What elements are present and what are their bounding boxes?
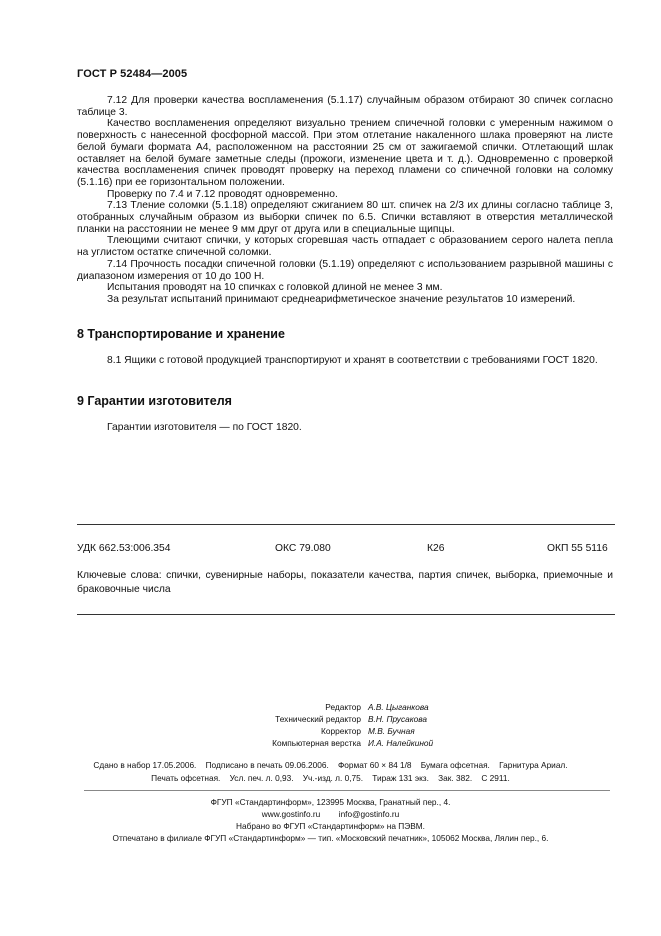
publisher-address: ФГУП «Стандартинформ», 123995 Москва, Гранатный пер., 4. — [210, 797, 451, 807]
document-header: ГОСТ Р 52484—2005 — [77, 68, 188, 80]
credit-corrector-role: Корректор — [321, 726, 361, 736]
oks-code: ОКС 79.080 — [275, 543, 331, 554]
divider-top — [77, 524, 615, 525]
publisher-contacts: www.gostinfo.ru info@gostinfo.ru — [261, 809, 400, 819]
udk-code: УДК 662.53:006.354 — [77, 543, 171, 554]
typesetting-note: Набрано во ФГУП «Стандартинформ» на ПЭВМ. — [236, 821, 425, 831]
credit-tech-editor-role: Технический редактор — [275, 714, 361, 724]
credit-layout-name: И.А. Налейкиной — [368, 738, 434, 748]
credit-editor-role: Редактор — [325, 702, 361, 712]
paragraph-smoldering: Тлеющими считают спички, у которых сгоревшая часть отпадает с образованием серого налета пепла на углистом остатке спичечной соломки. — [77, 235, 613, 259]
credit-corrector-name: М.В. Бучная — [368, 726, 415, 736]
paragraph-9-1: Гарантии изготовителя — по ГОСТ 1820. — [107, 422, 302, 433]
credit-layout-role: Компьютерная верстка — [272, 738, 361, 748]
paragraph-7-13: 7.13 Тление соломки (5.1.18) определяют сжиганием 80 шт. спичек на 2/3 их длины согласно таблице 3, отобранных случайным образом из выборки спичек по 6.5. Спички вставляют в отверстия металлической планки на расстоянии не менее 9 мм друг от друга или в специальные щипцы. — [77, 200, 613, 235]
section-7-text — [77, 95, 613, 306]
section-9-title: 9 Гарантии изготовителя — [77, 394, 232, 408]
paragraph-7-12: 7.12 Для проверки качества воспламенения (5.1.17) случайным образом отбирают 30 спичек согласно таблице 3. — [77, 95, 613, 118]
paragraph-test-count: Испытания проводят на 10 спичках с головкой длиной не менее 3 мм. — [107, 282, 443, 294]
paragraph-7-14: 7.14 Прочность посадки спичечной головки (5.1.19) определяют с использованием разрывной машины с диапазоном измерения от 10 до 100 Н. — [77, 258, 613, 282]
paragraph-simultaneous-check: Проверку по 7.4 и 7.12 проводят одновременно. — [107, 188, 338, 200]
okp-code: ОКП 55 5116 — [547, 543, 608, 554]
printing-note: Отпечатано в филиале ФГУП «Стандартинформ» — тип. «Московский печатник», 105062 Москва, Лялин пер., 6. — [112, 833, 549, 843]
print-info-line-2: Печать офсетная. Усл. печ. л. 0,93. Уч.-изд. л. 0,75. Тираж 131 экз. Зак. 382. С 2911. — [151, 773, 510, 783]
print-info-line-1: Сдано в набор 17.05.2006. Подписано в печать 09.06.2006. Формат 60 × 84 1/8 Бумага офсетная. Гарнитура Ариал. — [93, 760, 568, 770]
imprint-divider — [84, 790, 610, 791]
paragraph-test-result: За результат испытаний принимают среднеарифметическое значение результатов 10 измерений. — [107, 293, 576, 305]
paragraph-8-1: 8.1 Ящики с готовой продукцией транспортируют и хранят в соответствии с требованиями ГОСТ 1820. — [107, 355, 598, 366]
keywords: Ключевые слова: спички, сувенирные наборы, показатели качества, партия спичек, выборка, приемочные и браковочные числа — [77, 570, 613, 595]
credit-tech-editor-name: В.Н. Прусакова — [368, 714, 427, 724]
section-8-text — [77, 355, 613, 367]
credit-editor-name: А.В. Цыганкова — [368, 702, 429, 712]
divider-bottom — [77, 614, 615, 615]
section-8-title: 8 Транспортирование и хранение — [77, 327, 285, 341]
section-9-text — [77, 422, 613, 434]
paragraph-ignition-quality: Качество воспламенения определяют визуально трением спичечной головки с умеренным нажимом о поверхность с нанесенной фосфорной массой. При этом отлетание накаленного шлака проверяют на листе белой бумаги формата А4, расположенном на расстоянии 25 см от зажигаемой спички. Отлетающий шлак оставляет на белой бумаге заметные следы (прожоги, изменение цвета и т. д.). Одновременно с проверкой качества воспламенения спичек проводят проверку на переход пламени со спичечной головки на соломку (5.1.16) при ее горизонтальном положении. — [77, 118, 613, 188]
k-code: К26 — [427, 543, 445, 554]
